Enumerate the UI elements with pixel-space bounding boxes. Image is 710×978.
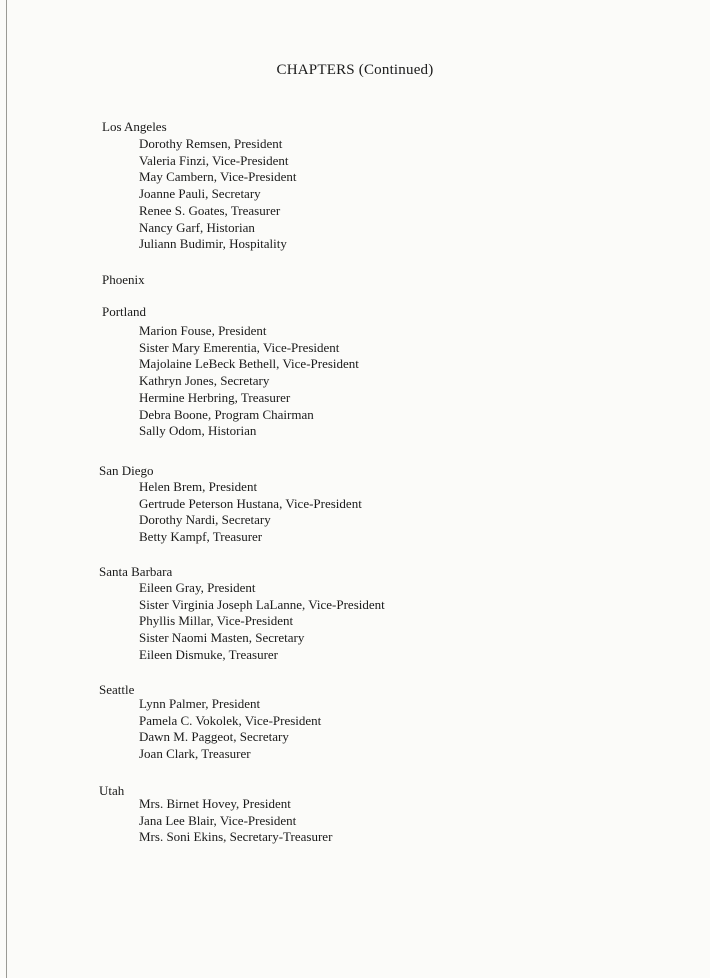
officer-list (139, 136, 296, 253)
officer-entry: Renee S. Goates, Treasurer (139, 202, 281, 218)
officer-entry: Mrs. Birnet Hovey, President (139, 796, 291, 811)
officer-entry: Majolaine LeBeck Bethell, Vice-President (139, 356, 359, 372)
officer-entry: Sally Odom, Historian (139, 423, 257, 439)
officer-entry: Kathryn Jones, Secretary (139, 373, 270, 389)
officer-entry: Marion Fouse, President (139, 323, 267, 338)
officer-entry: May Cambern, Vice-President (139, 169, 297, 185)
page-title: CHAPTERS (Continued) (276, 62, 434, 78)
officer-entry: Debra Boone, Program Chairman (139, 406, 314, 422)
officer-entry: Eileen Dismuke, Treasurer (139, 646, 279, 662)
officer-entry: Nancy Garf, Historian (139, 219, 255, 235)
chapter-name: Los Angeles (102, 119, 167, 134)
officer-entry: Helen Brem, President (139, 479, 258, 494)
officer-entry: Dorothy Nardi, Secretary (139, 512, 271, 528)
officer-list (139, 580, 385, 664)
officer-entry: Pamela C. Vokolek, Vice-President (139, 712, 322, 728)
officer-entry: Mrs. Soni Ekins, Secretary-Treasurer (139, 829, 333, 845)
officer-entry: Betty Kampf, Treasurer (139, 529, 263, 545)
chapter-name: San Diego (99, 463, 154, 478)
officer-entry: Joanne Pauli, Secretary (139, 186, 261, 202)
page-binding-edge (6, 0, 7, 978)
officer-entry: Sister Virginia Joseph LaLanne, Vice-President (139, 596, 385, 612)
chapter-name: Santa Barbara (99, 564, 173, 579)
officer-entry: Lynn Palmer, President (139, 696, 261, 711)
chapter-name: Utah (99, 783, 125, 798)
officer-entry: Hermine Herbring, Treasurer (139, 389, 291, 405)
officer-list (139, 479, 362, 546)
officer-entry: Sister Mary Emerentia, Vice-President (139, 339, 340, 355)
officer-entry: Gertrude Peterson Hustana, Vice-President (139, 495, 362, 511)
officer-entry: Juliann Budimir, Hospitality (139, 236, 287, 252)
officer-entry: Dawn M. Paggeot, Secretary (139, 729, 289, 745)
officer-entry: Sister Naomi Masten, Secretary (139, 630, 305, 646)
officer-list (139, 796, 332, 846)
officer-entry: Eileen Gray, President (139, 580, 256, 595)
officer-list (139, 323, 359, 440)
officer-entry: Joan Clark, Treasurer (139, 746, 251, 762)
officer-entry: Jana Lee Blair, Vice-President (139, 812, 297, 828)
chapter-name: Portland (102, 304, 147, 319)
chapter-name: Phoenix (102, 272, 145, 287)
officer-entry: Dorothy Remsen, President (139, 136, 283, 151)
officer-list (139, 696, 321, 763)
officer-entry: Phyllis Millar, Vice-President (139, 613, 294, 629)
officer-entry: Valeria Finzi, Vice-President (139, 152, 289, 168)
chapter-name: Seattle (99, 682, 135, 697)
